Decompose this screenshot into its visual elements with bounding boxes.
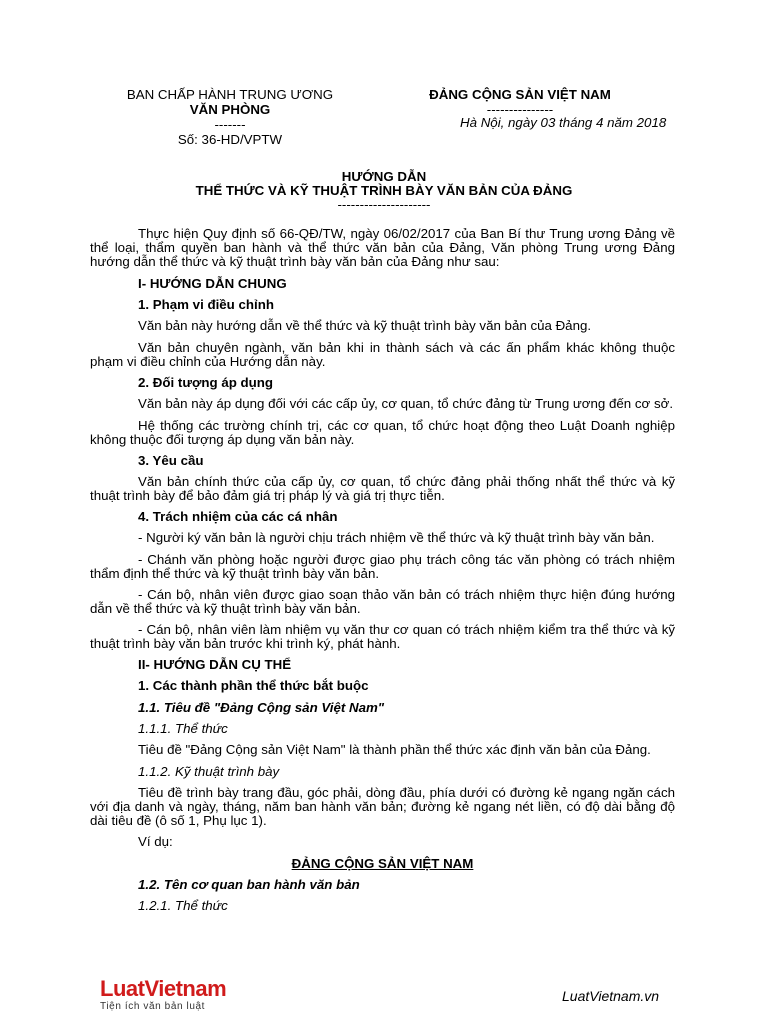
title-divider: ---------------------	[337, 197, 431, 212]
subsection-1-1-1-paragraph: Tiêu đề "Đảng Cộng sản Việt Nam" là thành phần thể thức xác định văn bản của Đảng.	[138, 742, 651, 757]
issuer-divider: -------	[214, 117, 246, 132]
logo-luat: Luat	[100, 976, 145, 1001]
subsection-1-2-1-heading: 1.2.1. Thể thức	[138, 898, 228, 913]
document-number: Số: 36-HD/VPTW	[177, 132, 283, 147]
section-3-paragraph-1: Văn bản chính thức của cấp ủy, cơ quan, tổ chức đảng phải thống nhất thể thức và kỹ thuật trình bày để bảo đảm giá trị pháp lý và giá trị thực tiễn.	[90, 474, 675, 503]
section-3-heading: 3. Yêu cầu	[138, 453, 204, 468]
subsection-1-2-heading: 1.2. Tên cơ quan ban hành văn bản	[138, 877, 360, 892]
section-4-item-4: - Cán bộ, nhân viên làm nhiệm vụ văn thư cơ quan có trách nhiệm kiểm tra thể thức và kỹ thuật trình bày văn bản trước khi trình ký, phát hành.	[90, 622, 675, 651]
section-2-paragraph-2: Hệ thống các trường chính trị, các cơ quan, tổ chức hoạt động theo Luật Doanh nghiệp không thuộc đối tượng áp dụng văn bản này.	[90, 418, 675, 447]
logo-vietnam: Vietnam	[144, 976, 227, 1001]
section-1-paragraph-1: Văn bản này hướng dẫn về thể thức và kỹ thuật trình bày văn bản của Đảng.	[138, 318, 592, 333]
document-title	[100, 170, 668, 212]
issuer-parent: BAN CHẤP HÀNH TRUNG ƯƠNG	[126, 87, 334, 102]
section-1-paragraph-2: Văn bản chuyên ngành, văn bản khi in thành sách và các ấn phẩm khác không thuộc phạm vi điều chỉnh của Hướng dẫn này.	[90, 340, 675, 369]
section-4-item-2: - Chánh văn phòng hoặc người được giao phụ trách công tác văn phòng có trách nhiệm thẩm định thể thức và kỹ thuật trình bày văn bản.	[90, 552, 675, 581]
party-name: ĐẢNG CỘNG SẢN VIỆT NAM	[429, 87, 611, 102]
document-date: Hà Nội, ngày 03 tháng 4 năm 2018	[460, 115, 667, 130]
section-4-item-1: - Người ký văn bản là người chịu trách nhiệm về thể thức và kỹ thuật trình bày văn bản.	[138, 530, 655, 545]
section-4-item-3: - Cán bộ, nhân viên được giao soạn thảo văn bản có trách nhiệm thực hiện đúng hướng dẫn về thể thức và kỹ thuật trình bày văn bản.	[90, 587, 675, 616]
party-divider: ---------------	[486, 102, 554, 117]
example-title: ĐẢNG CỘNG SẢN VIỆT NAM	[291, 856, 474, 871]
part-2-heading: II- HƯỚNG DẪN CỤ THỂ	[138, 657, 292, 672]
luatvietnam-logo	[100, 978, 226, 1012]
intro-paragraph: Thực hiện Quy định số 66-QĐ/TW, ngày 06/02/2017 của Ban Bí thư Trung ương Đảng về thể loại, thẩm quyền ban hành và thể thức văn bản của Đảng, Văn phòng Trung ương Đảng hướng dẫn thể thức và kỹ thuật trình bày văn bản của Đảng như sau:	[90, 226, 675, 269]
example-label: Ví dụ:	[138, 834, 173, 849]
subsection-1-1-heading: 1.1. Tiêu đề "Đảng Cộng sản Việt Nam"	[138, 700, 385, 715]
logo-wordmark	[100, 978, 226, 1000]
footer-url: LuatVietnam.vn	[562, 988, 660, 1004]
subsection-1-1-2-paragraph: Tiêu đề trình bày trang đầu, góc phải, dòng đầu, phía dưới có đường kẻ ngang ngăn cách với địa danh và ngày, tháng, năm ban hành văn bản; đường kẻ ngang nét liền, có độ dài bằng độ dài tiêu đề (ô số 1, Phụ lục 1).	[90, 785, 675, 828]
subsection-1-heading: 1. Các thành phần thể thức bắt buộc	[138, 678, 369, 693]
party-block	[410, 87, 630, 117]
issuer-office: VĂN PHÒNG	[189, 102, 271, 117]
title-line-2: THỂ THỨC VÀ KỸ THUẬT TRÌNH BÀY VĂN BẢN CỦA ĐẢNG	[195, 183, 573, 198]
subsection-1-1-2-heading: 1.1.2. Kỹ thuật trình bày	[138, 764, 280, 779]
part-1-heading: I- HƯỚNG DẪN CHUNG	[138, 276, 287, 291]
section-1-heading: 1. Phạm vi điều chỉnh	[138, 297, 274, 312]
section-2-heading: 2. Đối tượng áp dụng	[138, 375, 274, 390]
title-line-1: HƯỚNG DẪN	[341, 169, 427, 184]
section-4-heading: 4. Trách nhiệm của các cá nhân	[138, 509, 338, 524]
issuer-block	[110, 87, 350, 147]
logo-tagline: Tiện ích văn bản luật	[100, 1001, 206, 1012]
subsection-1-1-1-heading: 1.1.1. Thể thức	[138, 721, 228, 736]
section-2-paragraph-1: Văn bản này áp dụng đối với các cấp ủy, cơ quan, tổ chức đảng từ Trung ương đến cơ sở.	[138, 396, 674, 411]
